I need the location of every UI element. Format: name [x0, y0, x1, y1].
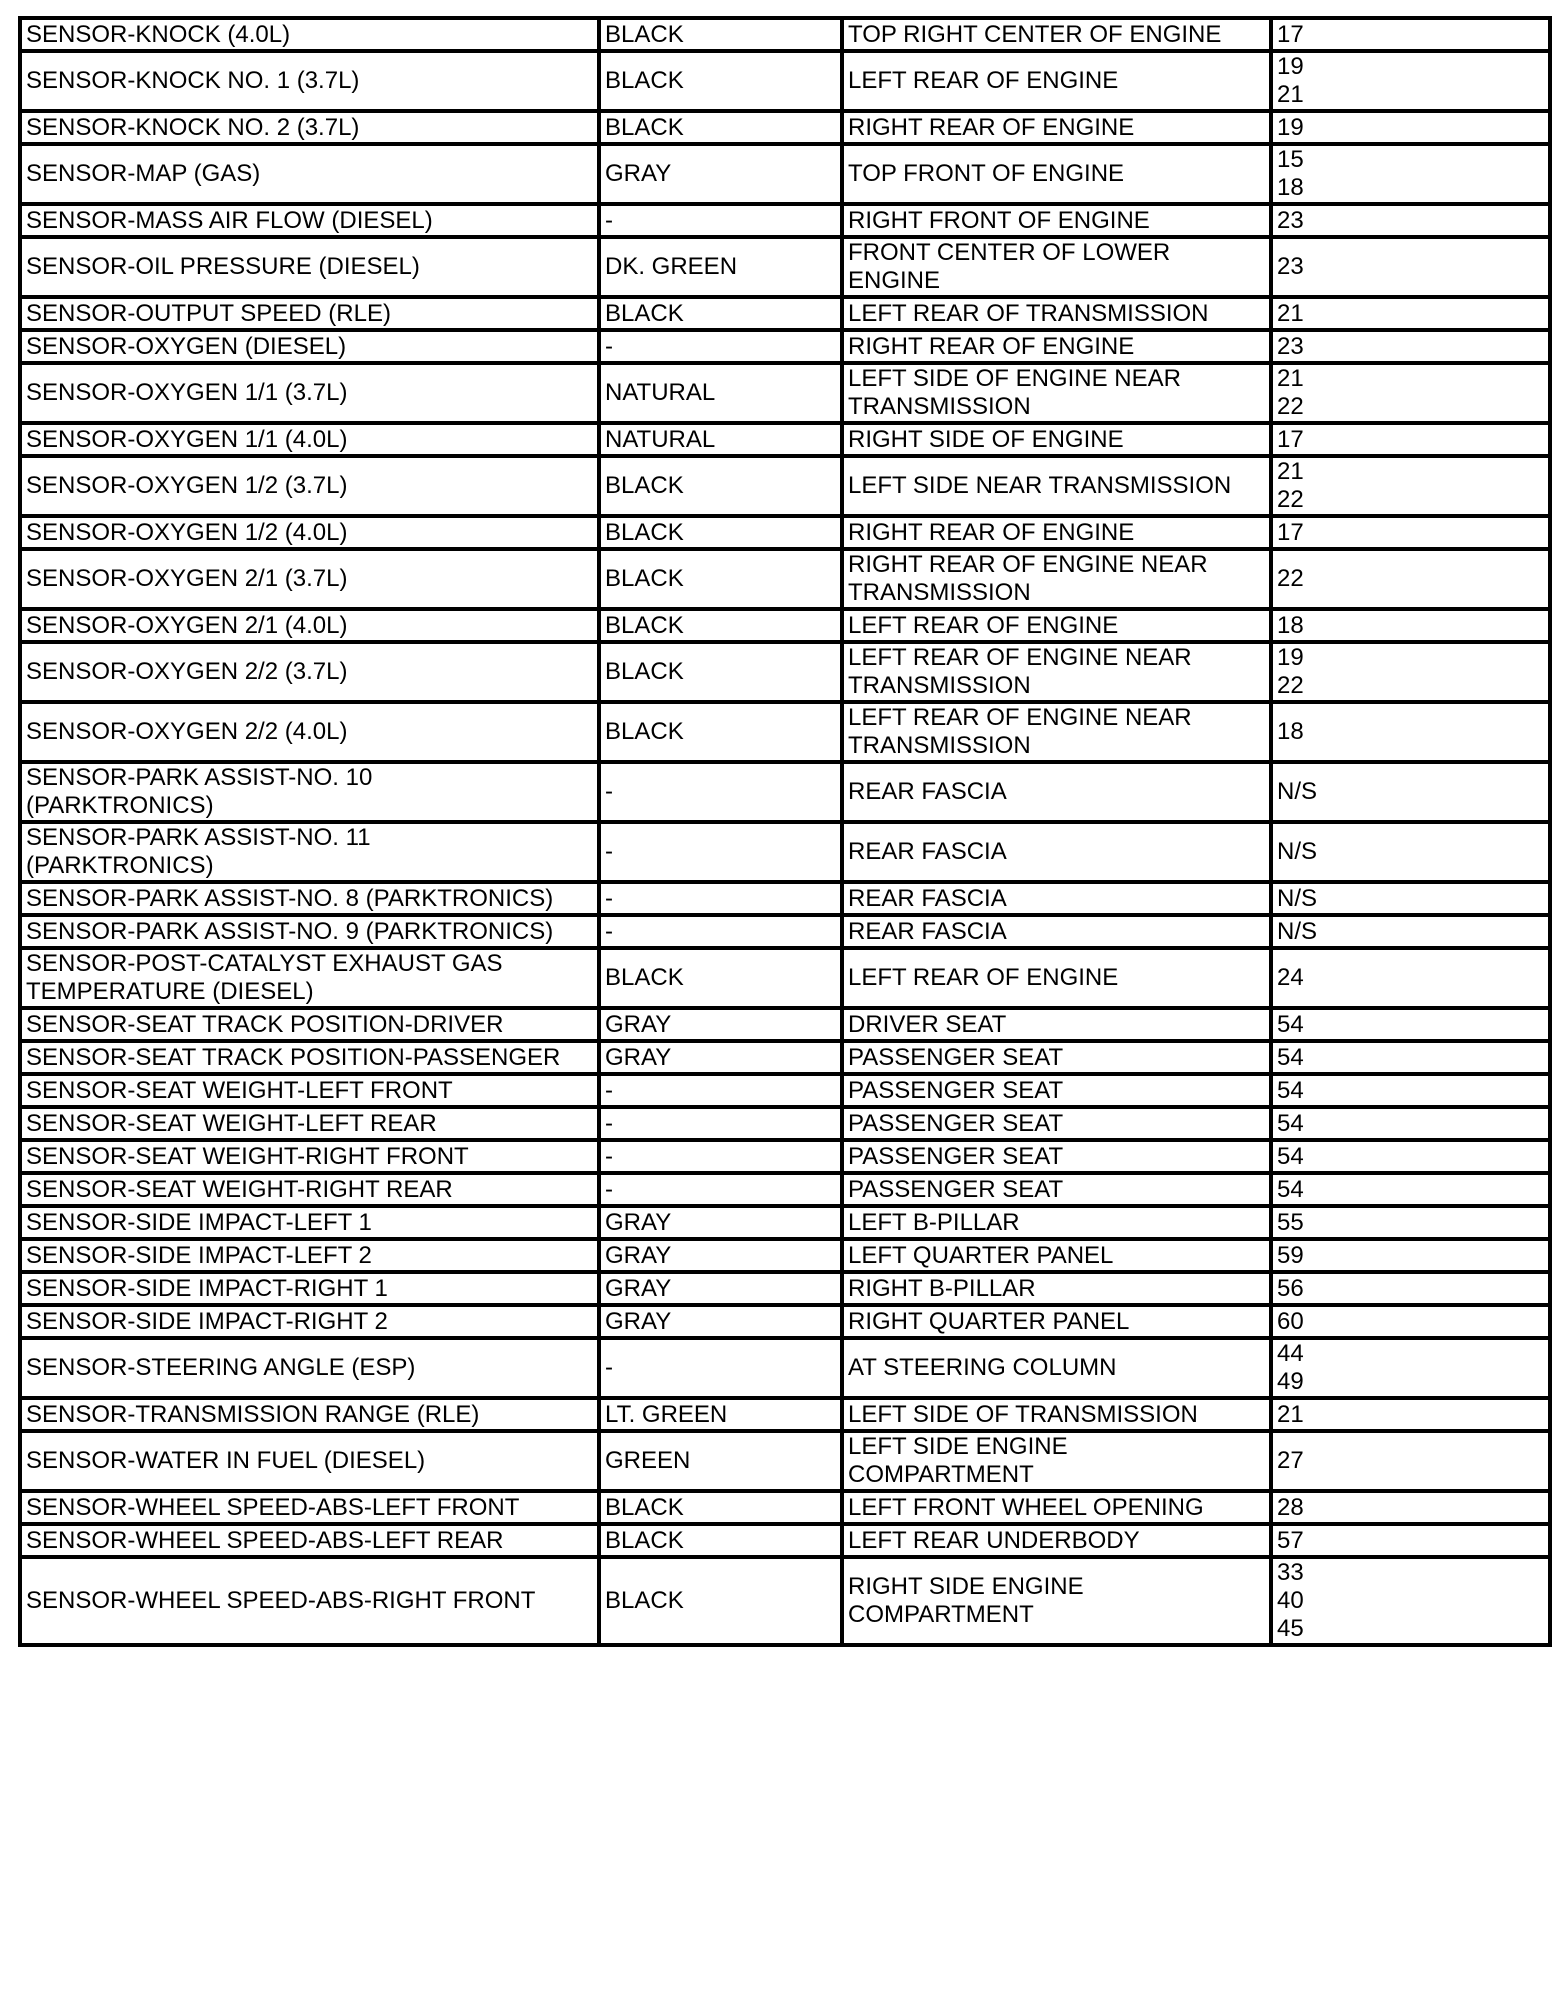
component-name-cell: SENSOR-OXYGEN 2/2 (4.0L)	[20, 702, 599, 762]
figure-number-cell: 54	[1271, 1041, 1550, 1074]
component-name-cell: SENSOR-OXYGEN 2/1 (4.0L)	[20, 609, 599, 642]
figure-number-cell: 56	[1271, 1272, 1550, 1305]
location-cell: RIGHT FRONT OF ENGINE	[842, 204, 1271, 237]
connector-color-cell: -	[599, 822, 842, 882]
connector-color-cell: -	[599, 1338, 842, 1398]
connector-color-cell: GRAY	[599, 1305, 842, 1338]
location-cell: PASSENGER SEAT	[842, 1074, 1271, 1107]
location-cell: RIGHT QUARTER PANEL	[842, 1305, 1271, 1338]
location-cell: RIGHT REAR OF ENGINE	[842, 330, 1271, 363]
connector-color-cell: GRAY	[599, 1008, 842, 1041]
component-name-cell: SENSOR-SIDE IMPACT-LEFT 1	[20, 1206, 599, 1239]
location-cell: LEFT FRONT WHEEL OPENING	[842, 1491, 1271, 1524]
location-cell: FRONT CENTER OF LOWER ENGINE	[842, 237, 1271, 297]
table-row	[20, 423, 1550, 456]
connector-color-cell: GREEN	[599, 1431, 842, 1491]
figure-number-cell: 33 40 45	[1271, 1557, 1550, 1645]
component-name-cell: SENSOR-PARK ASSIST-NO. 10 (PARKTRONICS)	[20, 762, 599, 822]
figure-number-cell: N/S	[1271, 762, 1550, 822]
table-row	[20, 204, 1550, 237]
figure-number-cell: 28	[1271, 1491, 1550, 1524]
figure-number-cell: 19	[1271, 111, 1550, 144]
figure-number-cell: 19 21	[1271, 51, 1550, 111]
figure-number-cell: 18	[1271, 702, 1550, 762]
connector-color-cell: NATURAL	[599, 363, 842, 423]
location-cell: LEFT REAR OF ENGINE NEAR TRANSMISSION	[842, 642, 1271, 702]
figure-number-cell: 21	[1271, 297, 1550, 330]
location-cell: PASSENGER SEAT	[842, 1041, 1271, 1074]
table-row	[20, 1206, 1550, 1239]
table-row	[20, 1041, 1550, 1074]
connector-color-cell: BLACK	[599, 1524, 842, 1557]
table-row	[20, 702, 1550, 762]
location-cell: LEFT SIDE OF TRANSMISSION	[842, 1398, 1271, 1431]
connector-color-cell: -	[599, 1140, 842, 1173]
table-row	[20, 609, 1550, 642]
component-name-cell: SENSOR-OIL PRESSURE (DIESEL)	[20, 237, 599, 297]
component-name-cell: SENSOR-SIDE IMPACT-LEFT 2	[20, 1239, 599, 1272]
location-cell: RIGHT SIDE ENGINE COMPARTMENT	[842, 1557, 1271, 1645]
location-cell: PASSENGER SEAT	[842, 1107, 1271, 1140]
connector-color-cell: LT. GREEN	[599, 1398, 842, 1431]
table-row	[20, 111, 1550, 144]
figure-number-cell: 60	[1271, 1305, 1550, 1338]
figure-number-cell: 44 49	[1271, 1338, 1550, 1398]
figure-number-cell: 55	[1271, 1206, 1550, 1239]
table-row	[20, 1173, 1550, 1206]
connector-color-cell: -	[599, 915, 842, 948]
component-name-cell: SENSOR-WHEEL SPEED-ABS-LEFT REAR	[20, 1524, 599, 1557]
component-name-cell: SENSOR-SIDE IMPACT-RIGHT 1	[20, 1272, 599, 1305]
table-row	[20, 1398, 1550, 1431]
location-cell: LEFT SIDE NEAR TRANSMISSION	[842, 456, 1271, 516]
figure-number-cell: 22	[1271, 549, 1550, 609]
connector-color-cell: -	[599, 330, 842, 363]
figure-number-cell: N/S	[1271, 915, 1550, 948]
location-cell: DRIVER SEAT	[842, 1008, 1271, 1041]
table-row	[20, 1107, 1550, 1140]
location-cell: REAR FASCIA	[842, 762, 1271, 822]
figure-number-cell: 17	[1271, 423, 1550, 456]
location-cell: LEFT REAR OF ENGINE	[842, 51, 1271, 111]
component-name-cell: SENSOR-OUTPUT SPEED (RLE)	[20, 297, 599, 330]
figure-number-cell: 17	[1271, 18, 1550, 51]
connector-color-cell: BLACK	[599, 948, 842, 1008]
component-name-cell: SENSOR-POST-CATALYST EXHAUST GAS TEMPERATURE (DIESEL)	[20, 948, 599, 1008]
connector-location-table	[18, 16, 1552, 1647]
figure-number-cell: 27	[1271, 1431, 1550, 1491]
table-row	[20, 363, 1550, 423]
figure-number-cell: 23	[1271, 237, 1550, 297]
component-name-cell: SENSOR-MASS AIR FLOW (DIESEL)	[20, 204, 599, 237]
table-row	[20, 1431, 1550, 1491]
table-row	[20, 330, 1550, 363]
table-row	[20, 1140, 1550, 1173]
component-name-cell: SENSOR-OXYGEN (DIESEL)	[20, 330, 599, 363]
connector-color-cell: GRAY	[599, 144, 842, 204]
location-cell: TOP RIGHT CENTER OF ENGINE	[842, 18, 1271, 51]
table-row	[20, 1008, 1550, 1041]
location-cell: LEFT SIDE OF ENGINE NEAR TRANSMISSION	[842, 363, 1271, 423]
location-cell: LEFT REAR OF ENGINE	[842, 609, 1271, 642]
figure-number-cell: 18	[1271, 609, 1550, 642]
connector-color-cell: BLACK	[599, 516, 842, 549]
component-name-cell: SENSOR-MAP (GAS)	[20, 144, 599, 204]
connector-color-cell: BLACK	[599, 549, 842, 609]
table-row	[20, 1272, 1550, 1305]
location-cell: REAR FASCIA	[842, 822, 1271, 882]
table-row	[20, 882, 1550, 915]
figure-number-cell: 21	[1271, 1398, 1550, 1431]
connector-color-cell: -	[599, 1173, 842, 1206]
component-name-cell: SENSOR-SEAT TRACK POSITION-PASSENGER	[20, 1041, 599, 1074]
table-row	[20, 1338, 1550, 1398]
component-name-cell: SENSOR-OXYGEN 1/1 (4.0L)	[20, 423, 599, 456]
location-cell: REAR FASCIA	[842, 882, 1271, 915]
component-name-cell: SENSOR-WHEEL SPEED-ABS-LEFT FRONT	[20, 1491, 599, 1524]
location-cell: RIGHT B-PILLAR	[842, 1272, 1271, 1305]
table-row	[20, 51, 1550, 111]
component-name-cell: SENSOR-WHEEL SPEED-ABS-RIGHT FRONT	[20, 1557, 599, 1645]
connector-color-cell: BLACK	[599, 111, 842, 144]
table-row	[20, 822, 1550, 882]
table-row	[20, 762, 1550, 822]
table-row	[20, 18, 1550, 51]
connector-color-cell: -	[599, 882, 842, 915]
component-name-cell: SENSOR-STEERING ANGLE (ESP)	[20, 1338, 599, 1398]
figure-number-cell: 21 22	[1271, 456, 1550, 516]
location-cell: REAR FASCIA	[842, 915, 1271, 948]
component-name-cell: SENSOR-OXYGEN 1/1 (3.7L)	[20, 363, 599, 423]
location-cell: LEFT QUARTER PANEL	[842, 1239, 1271, 1272]
figure-number-cell: N/S	[1271, 882, 1550, 915]
figure-number-cell: 54	[1271, 1173, 1550, 1206]
table-row	[20, 642, 1550, 702]
component-name-cell: SENSOR-PARK ASSIST-NO. 9 (PARKTRONICS)	[20, 915, 599, 948]
connector-color-cell: GRAY	[599, 1272, 842, 1305]
component-name-cell: SENSOR-WATER IN FUEL (DIESEL)	[20, 1431, 599, 1491]
component-name-cell: SENSOR-PARK ASSIST-NO. 8 (PARKTRONICS)	[20, 882, 599, 915]
location-cell: TOP FRONT OF ENGINE	[842, 144, 1271, 204]
connector-color-cell: BLACK	[599, 609, 842, 642]
location-cell: AT STEERING COLUMN	[842, 1338, 1271, 1398]
table-row	[20, 1239, 1550, 1272]
table-row	[20, 516, 1550, 549]
location-cell: RIGHT SIDE OF ENGINE	[842, 423, 1271, 456]
component-name-cell: SENSOR-TRANSMISSION RANGE (RLE)	[20, 1398, 599, 1431]
component-name-cell: SENSOR-SIDE IMPACT-RIGHT 2	[20, 1305, 599, 1338]
figure-number-cell: 17	[1271, 516, 1550, 549]
figure-number-cell: 54	[1271, 1074, 1550, 1107]
table-row	[20, 1305, 1550, 1338]
component-name-cell: SENSOR-SEAT WEIGHT-RIGHT FRONT	[20, 1140, 599, 1173]
connector-color-cell: -	[599, 1107, 842, 1140]
connector-color-cell: BLACK	[599, 456, 842, 516]
connector-color-cell: BLACK	[599, 18, 842, 51]
table-row	[20, 456, 1550, 516]
figure-number-cell: N/S	[1271, 822, 1550, 882]
table-row	[20, 1557, 1550, 1645]
component-name-cell: SENSOR-KNOCK NO. 1 (3.7L)	[20, 51, 599, 111]
connector-color-cell: DK. GREEN	[599, 237, 842, 297]
table-row	[20, 297, 1550, 330]
table-row	[20, 549, 1550, 609]
figure-number-cell: 23	[1271, 330, 1550, 363]
location-cell: RIGHT REAR OF ENGINE	[842, 516, 1271, 549]
component-name-cell: SENSOR-OXYGEN 1/2 (4.0L)	[20, 516, 599, 549]
connector-color-cell: -	[599, 1074, 842, 1107]
connector-color-cell: -	[599, 762, 842, 822]
location-cell: LEFT REAR OF ENGINE NEAR TRANSMISSION	[842, 702, 1271, 762]
connector-color-cell: NATURAL	[599, 423, 842, 456]
table-body	[20, 18, 1550, 1645]
location-cell: LEFT REAR OF ENGINE	[842, 948, 1271, 1008]
component-name-cell: SENSOR-OXYGEN 2/1 (3.7L)	[20, 549, 599, 609]
location-cell: RIGHT REAR OF ENGINE	[842, 111, 1271, 144]
figure-number-cell: 23	[1271, 204, 1550, 237]
figure-number-cell: 54	[1271, 1140, 1550, 1173]
component-name-cell: SENSOR-SEAT WEIGHT-LEFT REAR	[20, 1107, 599, 1140]
table-row	[20, 1074, 1550, 1107]
connector-color-cell: GRAY	[599, 1041, 842, 1074]
connector-color-cell: GRAY	[599, 1206, 842, 1239]
connector-color-cell: BLACK	[599, 297, 842, 330]
figure-number-cell: 24	[1271, 948, 1550, 1008]
connector-color-cell: GRAY	[599, 1239, 842, 1272]
location-cell: LEFT REAR OF TRANSMISSION	[842, 297, 1271, 330]
connector-color-cell: BLACK	[599, 702, 842, 762]
figure-number-cell: 19 22	[1271, 642, 1550, 702]
connector-color-cell: -	[599, 204, 842, 237]
component-name-cell: SENSOR-KNOCK (4.0L)	[20, 18, 599, 51]
figure-number-cell: 59	[1271, 1239, 1550, 1272]
location-cell: PASSENGER SEAT	[842, 1173, 1271, 1206]
connector-color-cell: BLACK	[599, 1557, 842, 1645]
table-row	[20, 237, 1550, 297]
figure-number-cell: 57	[1271, 1524, 1550, 1557]
table-row	[20, 915, 1550, 948]
location-cell: LEFT B-PILLAR	[842, 1206, 1271, 1239]
connector-color-cell: BLACK	[599, 642, 842, 702]
figure-number-cell: 15 18	[1271, 144, 1550, 204]
connector-color-cell: BLACK	[599, 1491, 842, 1524]
component-name-cell: SENSOR-OXYGEN 1/2 (3.7L)	[20, 456, 599, 516]
component-name-cell: SENSOR-PARK ASSIST-NO. 11 (PARKTRONICS)	[20, 822, 599, 882]
component-name-cell: SENSOR-KNOCK NO. 2 (3.7L)	[20, 111, 599, 144]
figure-number-cell: 54	[1271, 1008, 1550, 1041]
figure-number-cell: 54	[1271, 1107, 1550, 1140]
component-name-cell: SENSOR-SEAT WEIGHT-RIGHT REAR	[20, 1173, 599, 1206]
component-name-cell: SENSOR-SEAT TRACK POSITION-DRIVER	[20, 1008, 599, 1041]
table-row	[20, 948, 1550, 1008]
table-row	[20, 1524, 1550, 1557]
component-name-cell: SENSOR-OXYGEN 2/2 (3.7L)	[20, 642, 599, 702]
location-cell: RIGHT REAR OF ENGINE NEAR TRANSMISSION	[842, 549, 1271, 609]
table-row	[20, 144, 1550, 204]
location-cell: LEFT SIDE ENGINE COMPARTMENT	[842, 1431, 1271, 1491]
figure-number-cell: 21 22	[1271, 363, 1550, 423]
table-row	[20, 1491, 1550, 1524]
component-name-cell: SENSOR-SEAT WEIGHT-LEFT FRONT	[20, 1074, 599, 1107]
connector-color-cell: BLACK	[599, 51, 842, 111]
location-cell: PASSENGER SEAT	[842, 1140, 1271, 1173]
location-cell: LEFT REAR UNDERBODY	[842, 1524, 1271, 1557]
